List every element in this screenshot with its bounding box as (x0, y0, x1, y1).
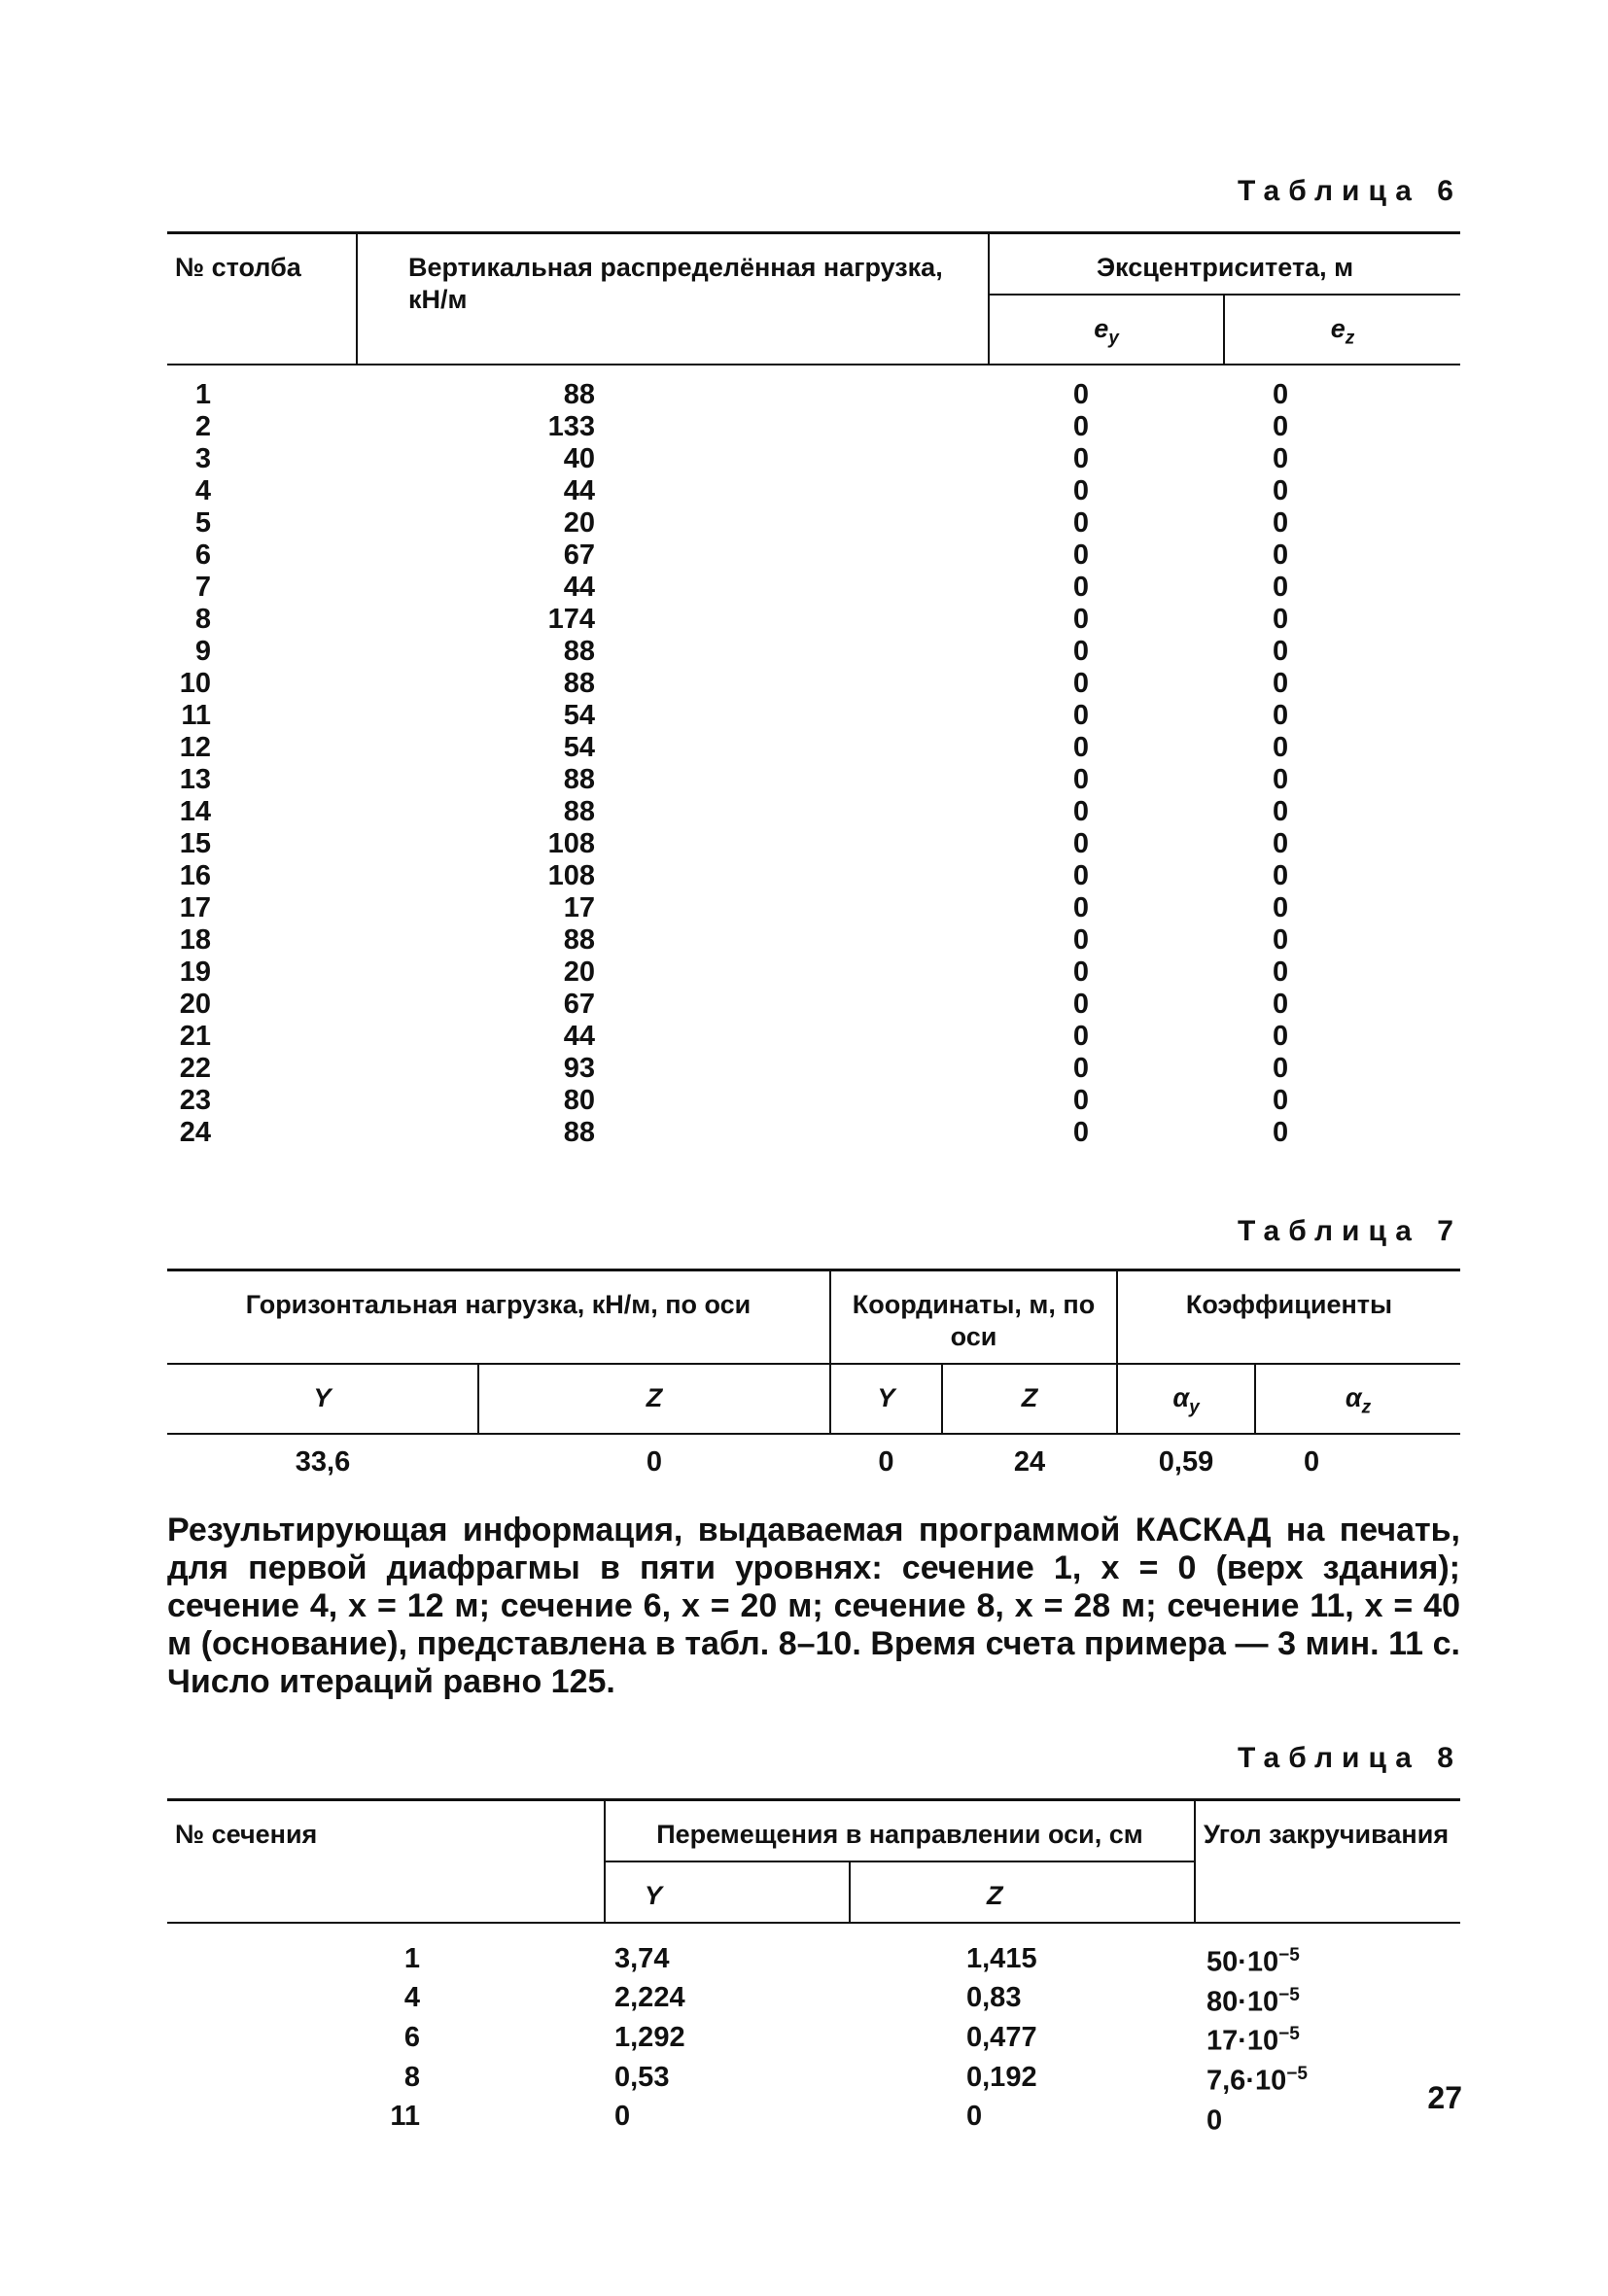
table6-cell: 0 (1273, 507, 1289, 539)
table-row (167, 1434, 1460, 1478)
table8-angle-cell: $7,6\cdot 10^{-5}$ (1206, 2063, 1308, 2097)
table-row (167, 2058, 1460, 2098)
table6-cell: 133 (547, 411, 595, 443)
table7-cell: 33,6 (295, 1446, 351, 1478)
table7-cell: 24 (1013, 1446, 1046, 1478)
table-row (167, 668, 1460, 700)
table6-cell: 0 (1072, 1053, 1090, 1085)
table6-cell: 88 (563, 636, 595, 668)
table7-header-alpha-y: $\alpha_y$ (1117, 1364, 1255, 1434)
table6-cell: 0 (1072, 828, 1090, 860)
table6-cell: 24 (179, 1117, 211, 1149)
table8-angle-cell: 0 (1206, 2105, 1223, 2137)
table8-cell: 1,415 (966, 1942, 1037, 1974)
table6-cell: 0 (1072, 636, 1090, 668)
table8-cell: 0,53 (614, 2061, 670, 2093)
table7-header-alpha-z: $\alpha_z$ (1255, 1364, 1460, 1434)
table6-cell: 0 (1072, 700, 1090, 732)
table8-caption: Таблица 8 (1237, 1742, 1462, 1774)
table6-cell: 15 (179, 828, 211, 860)
table-row (167, 1021, 1460, 1053)
table6-cell: 0 (1273, 411, 1289, 443)
table8-cell: 3,74 (614, 1942, 670, 1974)
table6-cell: 0 (1273, 1085, 1289, 1117)
table7-cell: 0,59 (1158, 1446, 1214, 1478)
table-row (167, 1085, 1460, 1117)
body-paragraph: Результирующая информация, выдаваемая программой КАСКАД на печать, для первой диафрагмы в пяти уровнях: сечение 1, x = 0 (верх здания); сечение 4, x = 12 м; сечение 6, x = 20 м; сечение 8, x = 28 м; сечение 11, x = 40 м (основание), представлена в табл. 8–10. Время счета примера — 3 мин. 11 с. Число итераций равно 125. (167, 1512, 1460, 1700)
table-row (167, 2098, 1460, 2138)
table6-cell: 18 (179, 924, 211, 957)
table7-header-coefficients: Коэффициенты (1117, 1270, 1460, 1365)
table6-cell: 0 (1072, 539, 1090, 572)
table6-cell: 0 (1273, 1117, 1289, 1149)
table6-cell: 0 (1072, 764, 1090, 796)
table6-cell: 108 (547, 828, 595, 860)
table7-header-horizontal-load: Горизонтальная нагрузка, кН/м, по оси (167, 1270, 830, 1365)
table8-cell: 0,477 (966, 2022, 1037, 2054)
table6-cell: 0 (1273, 379, 1289, 411)
table7-header-Y: Y (167, 1364, 478, 1434)
table6-cell: 0 (1273, 796, 1289, 828)
table6-cell: 0 (1072, 507, 1090, 539)
table6-cell: 0 (1072, 957, 1090, 989)
table-row (167, 700, 1460, 732)
table8-body (167, 1923, 1460, 2137)
table6-cell: 20 (179, 989, 211, 1021)
table6-cell: 67 (563, 989, 595, 1021)
table8-cell: 11 (390, 2101, 420, 2133)
table6-cell: 40 (563, 443, 595, 475)
table6-cell: 5 (194, 507, 211, 539)
table8-cell: 2,224 (614, 1982, 685, 2014)
table8-cell: 1 (403, 1942, 420, 1974)
table6-caption: Таблица 6 (1237, 175, 1462, 207)
table8-cell: 0,192 (966, 2061, 1037, 2093)
table6-header-ez: $e_z$ (1224, 295, 1460, 365)
table7-cell: 0 (878, 1446, 894, 1478)
table6-cell: 108 (547, 860, 595, 892)
table6-cell: 17 (563, 892, 595, 924)
table6-cell: 44 (563, 572, 595, 604)
table-row (167, 507, 1460, 539)
table6-cell: 0 (1072, 411, 1090, 443)
table-row (167, 764, 1460, 796)
table7-header-Z: Z (478, 1364, 830, 1434)
table8 (167, 1798, 1460, 2137)
table-row (167, 604, 1460, 636)
table-row (167, 924, 1460, 957)
table6-header-column-no: № столба (167, 233, 357, 365)
table6-cell: 0 (1273, 860, 1289, 892)
table-row (167, 1923, 1460, 1979)
table6-cell: 8 (194, 604, 211, 636)
page-number: 27 (1427, 2080, 1462, 2115)
table6-cell: 0 (1273, 764, 1289, 796)
table6-cell: 22 (179, 1053, 211, 1085)
table-row (167, 411, 1460, 443)
table6-cell: 0 (1072, 892, 1090, 924)
table6-cell: 44 (563, 1021, 595, 1053)
table6-cell: 0 (1273, 1021, 1289, 1053)
table6-cell: 9 (194, 636, 211, 668)
table6-cell: 0 (1072, 1021, 1090, 1053)
table6-cell: 0 (1273, 636, 1289, 668)
table6-cell: 0 (1072, 989, 1090, 1021)
table8-cell: 6 (403, 2022, 420, 2054)
table6-cell: 88 (563, 379, 595, 411)
table8-cell: 0 (966, 2101, 983, 2133)
table8-header-section-no: № сечения (167, 1800, 605, 1924)
table8-cell: 0,83 (966, 1982, 1022, 2014)
table6-cell: 0 (1273, 1053, 1289, 1085)
table-row (167, 732, 1460, 764)
table6-cell: 0 (1273, 828, 1289, 860)
table6-cell: 0 (1273, 443, 1289, 475)
table6-cell: 2 (194, 411, 211, 443)
table6-cell: 54 (563, 732, 595, 764)
table6-cell: 0 (1072, 443, 1090, 475)
table6-cell: 0 (1273, 539, 1289, 572)
table6-cell: 0 (1072, 604, 1090, 636)
table7-header-coordinates: Координаты, м, по оси (830, 1270, 1117, 1365)
table6-cell: 17 (179, 892, 211, 924)
table8-header-Y: Y (605, 1861, 850, 1923)
table-row (167, 892, 1460, 924)
table-row (167, 989, 1460, 1021)
table6-header-ey: $e_y$ (989, 295, 1224, 365)
table7-header-coord-Y: Y (830, 1364, 942, 1434)
table6-cell: 0 (1072, 860, 1090, 892)
table6-cell: 93 (563, 1053, 595, 1085)
table-row (167, 1053, 1460, 1085)
table6-cell: 0 (1072, 1117, 1090, 1149)
table6-cell: 0 (1273, 924, 1289, 957)
table8-cell: 4 (403, 1982, 420, 2014)
table6-cell: 3 (194, 443, 211, 475)
table6-cell: 0 (1072, 924, 1090, 957)
table6-cell: 11 (181, 700, 211, 732)
table-row (167, 636, 1460, 668)
table6-header-eccentricity: Эксцентриситета, м (989, 233, 1460, 296)
table-row (167, 860, 1460, 892)
table6-header-load: Вертикальная распределённая нагрузка, кН/м (357, 233, 989, 365)
table6-cell: 12 (179, 732, 211, 764)
table6-cell: 0 (1273, 604, 1289, 636)
table6-cell: 6 (194, 539, 211, 572)
table6 (167, 231, 1460, 1149)
table6-cell: 0 (1072, 668, 1090, 700)
table7-cell: 0 (646, 1446, 663, 1478)
table6-cell: 54 (563, 700, 595, 732)
table6-cell: 88 (563, 796, 595, 828)
table8-cell: 0 (614, 2101, 631, 2133)
table6-cell: 7 (194, 572, 211, 604)
table-row (167, 365, 1460, 411)
table6-cell: 14 (179, 796, 211, 828)
table6-cell: 0 (1273, 989, 1289, 1021)
table-row (167, 539, 1460, 572)
table6-cell: 21 (179, 1021, 211, 1053)
table6-cell: 88 (563, 668, 595, 700)
table6-cell: 4 (194, 475, 211, 507)
table-row (167, 475, 1460, 507)
table7-header-coord-Z: Z (942, 1364, 1117, 1434)
table6-cell: 0 (1072, 732, 1090, 764)
table6-cell: 174 (547, 604, 595, 636)
table-row (167, 572, 1460, 604)
table6-cell: 0 (1072, 796, 1090, 828)
table6-cell: 88 (563, 764, 595, 796)
table6-cell: 88 (563, 924, 595, 957)
table8-cell: 1,292 (614, 2022, 685, 2054)
table-row (167, 443, 1460, 475)
table-row (167, 1979, 1460, 2019)
table6-cell: 0 (1072, 1085, 1090, 1117)
table8-header-twist-angle: Угол закручивания (1195, 1800, 1460, 1924)
table8-angle-cell: $50\cdot 10^{-5}$ (1206, 1945, 1300, 1978)
table7 (167, 1269, 1460, 1478)
table6-cell: 0 (1273, 957, 1289, 989)
table8-cell: 8 (403, 2061, 420, 2093)
table-row (167, 2018, 1460, 2058)
table6-cell: 0 (1072, 572, 1090, 604)
table6-cell: 0 (1072, 475, 1090, 507)
table6-cell: 10 (179, 668, 211, 700)
table6-cell: 0 (1273, 668, 1289, 700)
table-row (167, 1117, 1460, 1149)
table6-cell: 19 (179, 957, 211, 989)
table6-cell: 20 (563, 507, 595, 539)
table7-caption: Таблица 7 (1237, 1215, 1462, 1247)
table6-cell: 0 (1273, 572, 1289, 604)
table-row (167, 828, 1460, 860)
table8-header-displacements: Перемещения в направлении оси, см (605, 1800, 1195, 1862)
table7-cell: 0 (1304, 1446, 1320, 1478)
table6-cell: 0 (1072, 379, 1090, 411)
table6-cell: 0 (1273, 475, 1289, 507)
table8-header-Z: Z (850, 1861, 1195, 1923)
table6-cell: 0 (1273, 700, 1289, 732)
table6-cell: 16 (179, 860, 211, 892)
table6-cell: 0 (1273, 732, 1289, 764)
table6-cell: 13 (179, 764, 211, 796)
table6-cell: 67 (563, 539, 595, 572)
table6-cell: 44 (563, 475, 595, 507)
table6-cell: 1 (194, 379, 211, 411)
table6-cell: 80 (563, 1085, 595, 1117)
table6-body (167, 365, 1460, 1149)
table8-angle-cell: $80\cdot 10^{-5}$ (1206, 1984, 1300, 2018)
table6-cell: 0 (1273, 892, 1289, 924)
table-row (167, 957, 1460, 989)
table8-angle-cell: $17\cdot 10^{-5}$ (1206, 2024, 1300, 2057)
table-row (167, 796, 1460, 828)
table6-cell: 20 (563, 957, 595, 989)
table6-cell: 23 (179, 1085, 211, 1117)
table6-cell: 88 (563, 1117, 595, 1149)
